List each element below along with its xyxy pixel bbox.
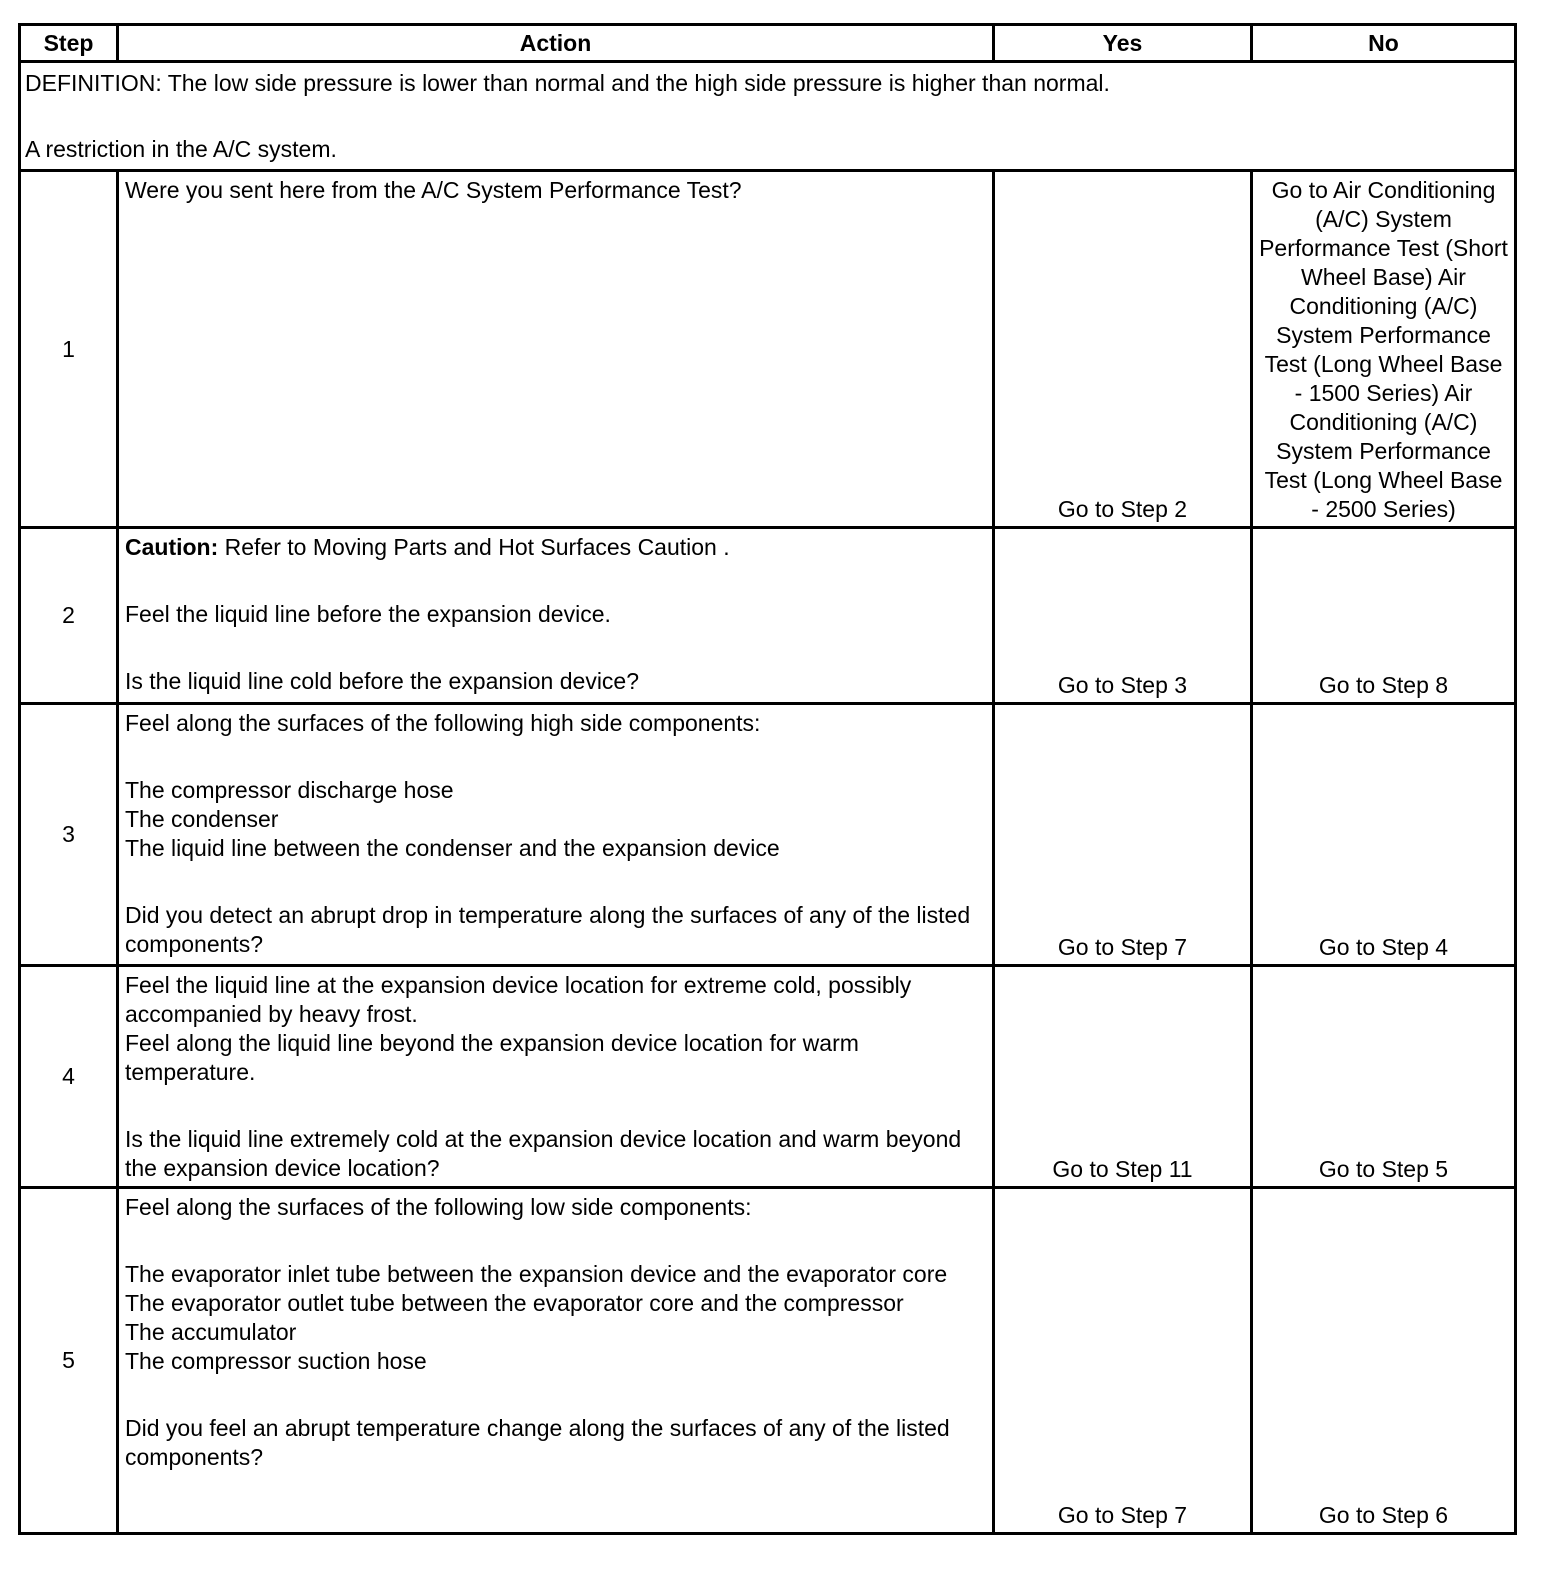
step-number: 3 (20, 704, 118, 966)
step-yes-result: Go to Step 7 (994, 704, 1252, 966)
step-action (118, 704, 994, 966)
list-item: The accumulator (125, 1319, 297, 1345)
caution-text: Refer to Moving Parts and Hot Surfaces Caution . (218, 534, 730, 560)
list-item: The condenser (125, 806, 279, 832)
header-no: No (1252, 25, 1516, 62)
step-number: 4 (20, 966, 118, 1188)
definition-text: DEFINITION: The low side pressure is lower than normal and the high side pressure is higher than normal. (25, 70, 1110, 96)
step-instruction: Feel the liquid line before the expansion device. (125, 601, 611, 627)
step-action (118, 528, 994, 704)
step-no-result: Go to Step 6 (1252, 1188, 1516, 1534)
caution-line (125, 533, 986, 562)
step-question: Is the liquid line cold before the expansion device? (125, 668, 640, 694)
step-number: 5 (20, 1188, 118, 1534)
list-item: Feel along the liquid line beyond the expansion device location for warm temperature. (125, 1030, 859, 1085)
step-question: Were you sent here from the A/C System Performance Test? (125, 177, 742, 203)
header-action: Action (118, 25, 994, 62)
definition-row (20, 62, 1516, 171)
step-yes-result: Go to Step 2 (994, 171, 1252, 528)
step-question: Did you detect an abrupt drop in temperature along the surfaces of any of the listed components? (125, 902, 971, 957)
header-row (20, 25, 1516, 62)
step-yes-result: Go to Step 3 (994, 528, 1252, 704)
step-action (118, 171, 994, 528)
step-no-result: Go to Step 8 (1252, 528, 1516, 704)
step-no-result: Go to Step 4 (1252, 704, 1516, 966)
step-yes-result: Go to Step 7 (994, 1188, 1252, 1534)
step-action (118, 1188, 994, 1534)
list-item: The evaporator inlet tube between the expansion device and the evaporator core (125, 1261, 948, 1287)
step-no-result: Go to Step 5 (1252, 966, 1516, 1188)
list-item: The liquid line between the condenser and the expansion device (125, 835, 780, 861)
diagnostic-page (18, 23, 1514, 1535)
list-item: Feel the liquid line at the expansion device location for extreme cold, possibly accompanied by heavy frost. (125, 972, 912, 1027)
caution-label: Caution: (125, 534, 219, 560)
step-no-result: Go to Air Conditioning (A/C) System Performance Test (Short Wheel Base) Air Conditioning (A/C) System Performance Test (Long Wheel Base - 1500 Series) Air Conditioning (A/C) System Performance Test (Long Wheel Base - 2500 Series) (1252, 171, 1516, 528)
step-number: 2 (20, 528, 118, 704)
definition-cell (20, 62, 1516, 171)
step-yes-result: Go to Step 11 (994, 966, 1252, 1188)
step-question: Is the liquid line extremely cold at the expansion device location and warm beyond the expansion device location? (125, 1126, 962, 1181)
header-step: Step (20, 25, 118, 62)
step-intro: Feel along the surfaces of the following low side components: (125, 1194, 752, 1220)
step-row-5 (20, 1188, 1516, 1534)
step-question: Did you feel an abrupt temperature change along the surfaces of any of the listed components? (125, 1415, 950, 1470)
header-yes: Yes (994, 25, 1252, 62)
list-item: The compressor discharge hose (125, 777, 454, 803)
step-row-3 (20, 704, 1516, 966)
list-item: The evaporator outlet tube between the evaporator core and the compressor (125, 1290, 904, 1316)
diagnostic-table (18, 23, 1517, 1535)
step-intro: Feel along the surfaces of the following high side components: (125, 710, 761, 736)
step-row-2 (20, 528, 1516, 704)
step-row-4 (20, 966, 1516, 1188)
list-item: The compressor suction hose (125, 1348, 427, 1374)
definition-cause: A restriction in the A/C system. (25, 136, 337, 162)
step-row-1 (20, 171, 1516, 528)
step-number: 1 (20, 171, 118, 528)
step-action (118, 966, 994, 1188)
